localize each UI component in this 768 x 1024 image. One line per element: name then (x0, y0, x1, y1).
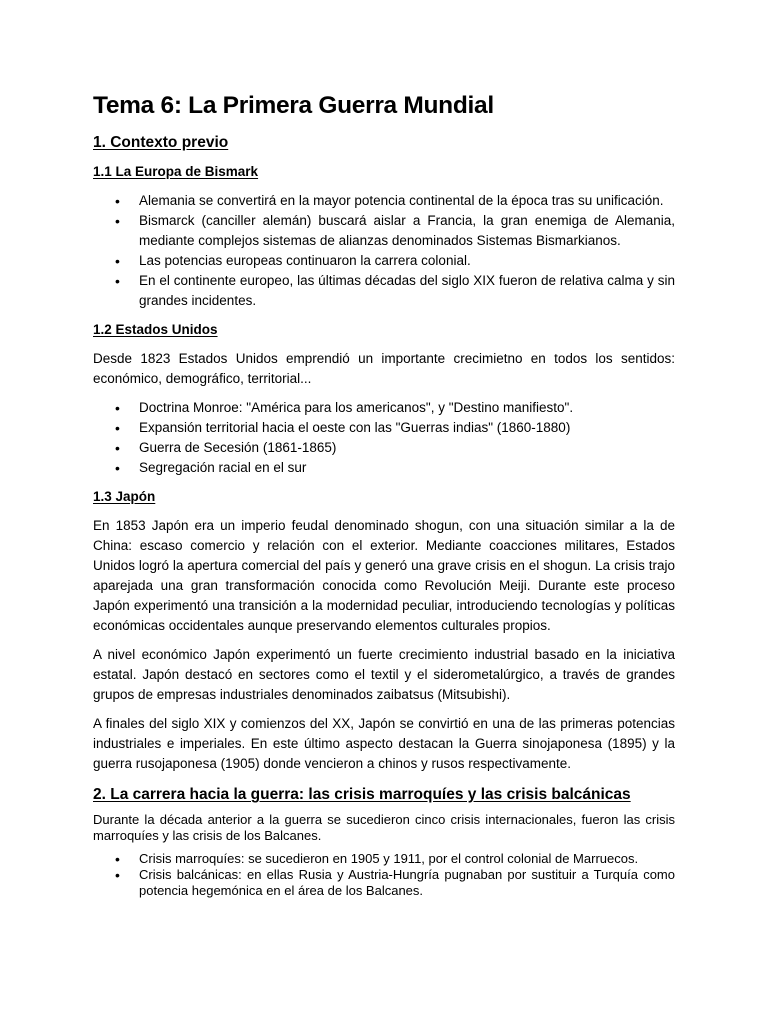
section-2 (93, 786, 675, 899)
list-item: • Crisis marroquíes: se sucedieron en 1905 y 1911, por el control colonial de Marruecos. (139, 851, 675, 867)
document-title: Tema 6: La Primera Guerra Mundial (93, 92, 494, 119)
subsection-1-1-heading: 1.1 La Europa de Bismark (93, 164, 259, 179)
list-item: • Doctrina Monroe: "América para los americanos", y "Destino manifiesto". (139, 398, 675, 418)
japan-paragraph-1: En 1853 Japón era un imperio feudal denominado shogun, con una situación similar a la de China: escaso comercio y relación con el exterior. Mediante coacciones militares, Estados Unidos logró la apertura comercial del país y generó una grave crisis en el shogun. La crisis trajo aparejada una gran transformación conocida como Revolución Meiji. Durante este proceso Japón experimentó una transición a la modernidad peculiar, introduciendo tecnologías y políticas económicas occidentales aunque preservando elementos culturales propios. (93, 518, 675, 633)
usa-intro-paragraph: Desde 1823 Estados Unidos emprendió un importante crecimietno en todos los sentidos: económico, demográfico, territorial... (93, 351, 675, 386)
section-1-heading: 1. Contexto previo (93, 134, 229, 151)
subsection-1-2-heading: 1.2 Estados Unidos (93, 322, 218, 337)
section-2-heading: 2. La carrera hacia la guerra: las crisis marroquíes y las crisis balcánicas (93, 786, 631, 803)
list-item: • Alemania se convertirá en la mayor potencia continental de la época tras su unificación. (139, 191, 675, 211)
japan-paragraph-3: A finales del siglo XIX y comienzos del XX, Japón se convirtió en una de las primeras potencias industriales e imperiales. En este último aspecto destacan la Guerra sinojaponesa (1895) y la guerra rusojaponesa (1905) donde vencieron a chinos y rusos respectivamente. (93, 716, 675, 771)
list-item: • Las potencias europeas continuaron la carrera colonial. (139, 251, 675, 271)
bismark-list (93, 191, 675, 311)
list-item: • Guerra de Secesión (1861-1865) (139, 438, 675, 458)
usa-list (93, 398, 675, 478)
list-item: • Expansión territorial hacia el oeste con las "Guerras indias" (1860-1880) (139, 418, 675, 438)
document-page (93, 92, 675, 910)
list-item: • Bismarck (canciller alemán) buscará aislar a Francia, la gran enemiga de Alemania, mediante complejos sistemas de alianzas denominados Sistemas Bismarkianos. (139, 211, 675, 251)
list-item: • En el continente europeo, las últimas décadas del siglo XIX fueron de relativa calma y sin grandes incidentes. (139, 271, 675, 311)
list-item: • Segregación racial en el sur (139, 458, 675, 478)
crisis-intro-paragraph: Durante la década anterior a la guerra se sucedieron cinco crisis internacionales, fueron las crisis marroquíes y las crisis de los Balcanes. (93, 812, 675, 843)
subsection-1-3-heading: 1.3 Japón (93, 489, 156, 504)
japan-paragraph-2: A nivel económico Japón experimentó un fuerte crecimiento industrial basado en la iniciativa estatal. Japón destacó en sectores como el textil y el siderometalúrgico, a través de grandes grupos de empresas industriales denominados zaibatsus (Mitsubishi). (93, 647, 675, 702)
list-item: • Crisis balcánicas: en ellas Rusia y Austria-Hungría pugnaban por sustituir a Turquía como potencia hegemónica en el área de los Balcanes. (139, 867, 675, 899)
crisis-list (93, 851, 675, 899)
